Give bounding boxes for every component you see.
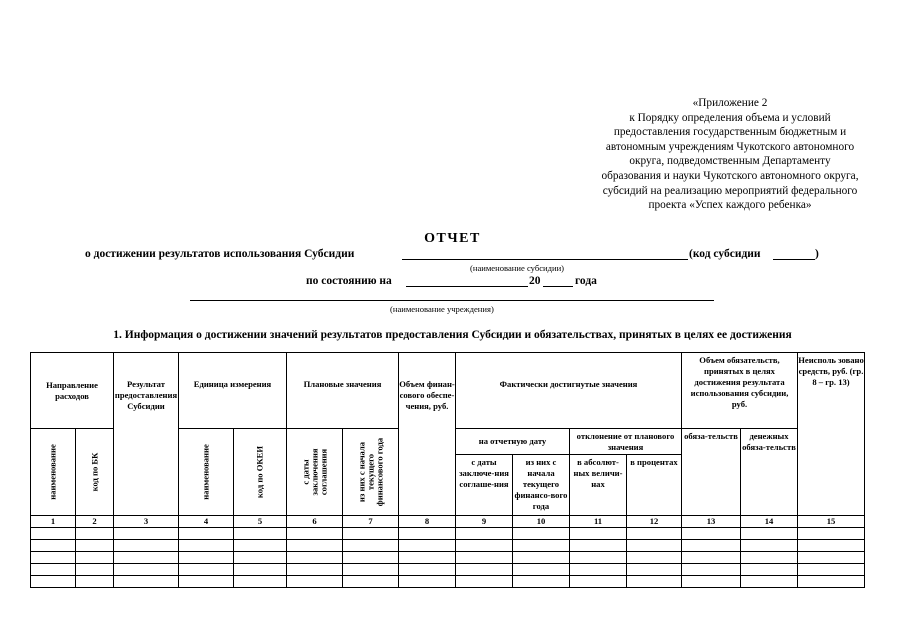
table-cell[interactable] xyxy=(179,540,234,552)
table-cell[interactable] xyxy=(513,540,570,552)
header-result: Результат предоставления Субсидии xyxy=(114,353,179,516)
table-cell[interactable] xyxy=(76,528,114,540)
table-cell[interactable] xyxy=(627,528,682,540)
subheader-deviation-percent: в процентах xyxy=(627,455,682,516)
subheader-unit-name: наименование xyxy=(179,429,234,516)
table-cell[interactable] xyxy=(456,528,513,540)
date-line-prefix: по состоянию на xyxy=(306,275,392,287)
table-row[interactable] xyxy=(31,540,865,552)
table-cell[interactable] xyxy=(513,576,570,588)
table-cell[interactable] xyxy=(682,564,741,576)
subheader-plan-from-year: из них с начала текущего финансового года xyxy=(343,429,399,516)
table-cell[interactable] xyxy=(682,540,741,552)
table-cell[interactable] xyxy=(76,552,114,564)
header-unit: Единица измерения xyxy=(179,353,287,429)
appendix-line: образования и науки Чукотского автономного округа, xyxy=(601,169,859,182)
table-row[interactable] xyxy=(31,528,865,540)
table-cell[interactable] xyxy=(76,540,114,552)
table-cell[interactable] xyxy=(570,576,627,588)
appendix-line: к Порядку определения объема и условий xyxy=(629,111,831,124)
appendix-line: округа, подведомственным Департаменту xyxy=(629,155,831,168)
institution-caption: (наименование учреждения) xyxy=(390,304,494,314)
header-obligations: Объем обязательств, принятых в целях достижения результата использования субсидии, руб. xyxy=(682,353,798,429)
subheader-direction-name: наименование xyxy=(31,429,76,516)
table-cell[interactable] xyxy=(31,552,76,564)
column-number: 12 xyxy=(627,516,682,528)
column-number: 8 xyxy=(399,516,456,528)
column-number: 2 xyxy=(76,516,114,528)
table-cell[interactable] xyxy=(570,528,627,540)
table-cell[interactable] xyxy=(741,540,798,552)
header-plan: Плановые значения xyxy=(287,353,399,429)
header-volume: Объем финан-сового обеспе-чения, руб. xyxy=(399,353,456,516)
table-cell[interactable] xyxy=(234,540,287,552)
results-table xyxy=(30,352,865,588)
column-number: 6 xyxy=(287,516,343,528)
subheader-deviation: отклонение от планового значения xyxy=(570,429,682,455)
column-number: 4 xyxy=(179,516,234,528)
table-cell[interactable] xyxy=(287,528,343,540)
table-cell[interactable] xyxy=(234,528,287,540)
column-number: 15 xyxy=(798,516,865,528)
table-cell[interactable] xyxy=(570,552,627,564)
header-unused: Неисполь зовано средств, руб. (гр. 8 – гр. 13) xyxy=(798,353,865,516)
table-cell[interactable] xyxy=(627,564,682,576)
table-cell[interactable] xyxy=(287,564,343,576)
table-cell[interactable] xyxy=(114,552,179,564)
table-cell[interactable] xyxy=(31,540,76,552)
table-cell[interactable] xyxy=(741,528,798,540)
table-cell[interactable] xyxy=(287,540,343,552)
subheader-deviation-absolute: в абсолют-ных величи-нах xyxy=(570,455,627,516)
table-cell[interactable] xyxy=(343,528,399,540)
subsidy-code-field[interactable] xyxy=(773,259,815,260)
table-cell[interactable] xyxy=(456,552,513,564)
table-cell[interactable] xyxy=(456,576,513,588)
table-cell[interactable] xyxy=(114,564,179,576)
table-cell[interactable] xyxy=(798,576,865,588)
appendix-line: проекта «Успех каждого ребенка» xyxy=(648,199,812,212)
table-row[interactable] xyxy=(31,576,865,588)
table-cell[interactable] xyxy=(399,528,456,540)
table-cell[interactable] xyxy=(627,540,682,552)
date-line-suffix: года xyxy=(575,275,597,287)
date-year-prefix: 20 xyxy=(529,275,541,287)
subheader-okei-code: код по ОКЕИ xyxy=(234,429,287,516)
column-number: 9 xyxy=(456,516,513,528)
subheader-bk-code: код по БК xyxy=(76,429,114,516)
table-cell[interactable] xyxy=(287,576,343,588)
table-cell[interactable] xyxy=(627,552,682,564)
table-cell[interactable] xyxy=(343,552,399,564)
table-cell[interactable] xyxy=(399,564,456,576)
table-cell[interactable] xyxy=(234,576,287,588)
appendix-line: предоставления государственным бюджетным и xyxy=(613,126,847,139)
table-cell[interactable] xyxy=(31,576,76,588)
subsidy-name-caption: (наименование субсидии) xyxy=(470,263,565,273)
table-cell[interactable] xyxy=(682,528,741,540)
column-number: 7 xyxy=(343,516,399,528)
table-cell[interactable] xyxy=(179,564,234,576)
header-direction: Направление расходов xyxy=(31,353,114,429)
subheader-plan-from-agreement: с даты заключения соглашения xyxy=(287,429,343,516)
header-fact: Фактически достигнутые значения xyxy=(456,353,682,429)
table-cell[interactable] xyxy=(343,564,399,576)
subsidy-name-field[interactable] xyxy=(402,259,688,260)
column-number: 5 xyxy=(234,516,287,528)
table-cell[interactable] xyxy=(114,576,179,588)
table-cell[interactable] xyxy=(798,540,865,552)
appendix-line: субсидий на реализацию мероприятий федерального xyxy=(602,184,858,197)
column-number: 10 xyxy=(513,516,570,528)
table-cell[interactable] xyxy=(399,576,456,588)
table-cell[interactable] xyxy=(179,528,234,540)
table-cell[interactable] xyxy=(682,552,741,564)
subheader-report-date: на отчетную дату xyxy=(456,429,570,455)
subheader-fact-from-agreement: с даты заключе-ния соглаше-ния xyxy=(456,455,513,516)
table-cell[interactable] xyxy=(234,552,287,564)
column-number: 13 xyxy=(682,516,741,528)
table-cell[interactable] xyxy=(114,540,179,552)
table-cell[interactable] xyxy=(741,564,798,576)
date-day-month-field[interactable] xyxy=(406,286,528,287)
table-cell[interactable] xyxy=(76,576,114,588)
column-number: 3 xyxy=(114,516,179,528)
table-cell[interactable] xyxy=(179,576,234,588)
table-cell[interactable] xyxy=(343,576,399,588)
report-title: ОТЧЕТ xyxy=(424,231,481,246)
table-cell[interactable] xyxy=(287,552,343,564)
subsidy-code-close: ) xyxy=(815,248,819,260)
table-cell[interactable] xyxy=(76,564,114,576)
appendix-line: автономным учреждениям Чукотского автономного xyxy=(605,140,855,153)
appendix-line: «Приложение 2 xyxy=(692,97,768,109)
table-cell[interactable] xyxy=(513,528,570,540)
section-title: 1. Информация о достижении значений результатов предоставления Субсидии и обязательствах, принятых в целях ее достижения xyxy=(113,329,792,341)
table-row[interactable] xyxy=(31,552,865,564)
table-cell[interactable] xyxy=(456,540,513,552)
table-cell[interactable] xyxy=(114,528,179,540)
table-cell[interactable] xyxy=(570,564,627,576)
column-number: 11 xyxy=(570,516,627,528)
table-cell[interactable] xyxy=(456,564,513,576)
column-number: 1 xyxy=(31,516,76,528)
table-cell[interactable] xyxy=(513,564,570,576)
table-cell[interactable] xyxy=(741,576,798,588)
table-cell[interactable] xyxy=(179,552,234,564)
table-cell[interactable] xyxy=(741,552,798,564)
subheader-money-obligations: денежных обяза-тельств xyxy=(741,429,798,516)
table-cell[interactable] xyxy=(798,552,865,564)
table-cell[interactable] xyxy=(798,528,865,540)
table-cell[interactable] xyxy=(513,552,570,564)
table-cell[interactable] xyxy=(234,564,287,576)
subsidy-code-label: (код субсидии xyxy=(689,248,761,260)
table-cell[interactable] xyxy=(399,540,456,552)
column-number: 14 xyxy=(741,516,798,528)
table-cell[interactable] xyxy=(627,576,682,588)
table-cell[interactable] xyxy=(798,564,865,576)
table-row[interactable] xyxy=(31,564,865,576)
table-cell[interactable] xyxy=(31,564,76,576)
date-year-field[interactable] xyxy=(543,286,573,287)
subheader-obligations: обяза-тельств xyxy=(682,429,741,516)
table-cell[interactable] xyxy=(399,552,456,564)
report-line-prefix: о достижении результатов использования Субсидии xyxy=(85,248,355,260)
table-cell[interactable] xyxy=(570,540,627,552)
table-cell[interactable] xyxy=(343,540,399,552)
institution-name-field[interactable] xyxy=(190,300,714,301)
subheader-fact-from-year: из них с начала текущего финансо-вого года xyxy=(513,455,570,516)
table-cell[interactable] xyxy=(31,528,76,540)
table-cell[interactable] xyxy=(682,576,741,588)
appendix-header xyxy=(560,96,900,213)
